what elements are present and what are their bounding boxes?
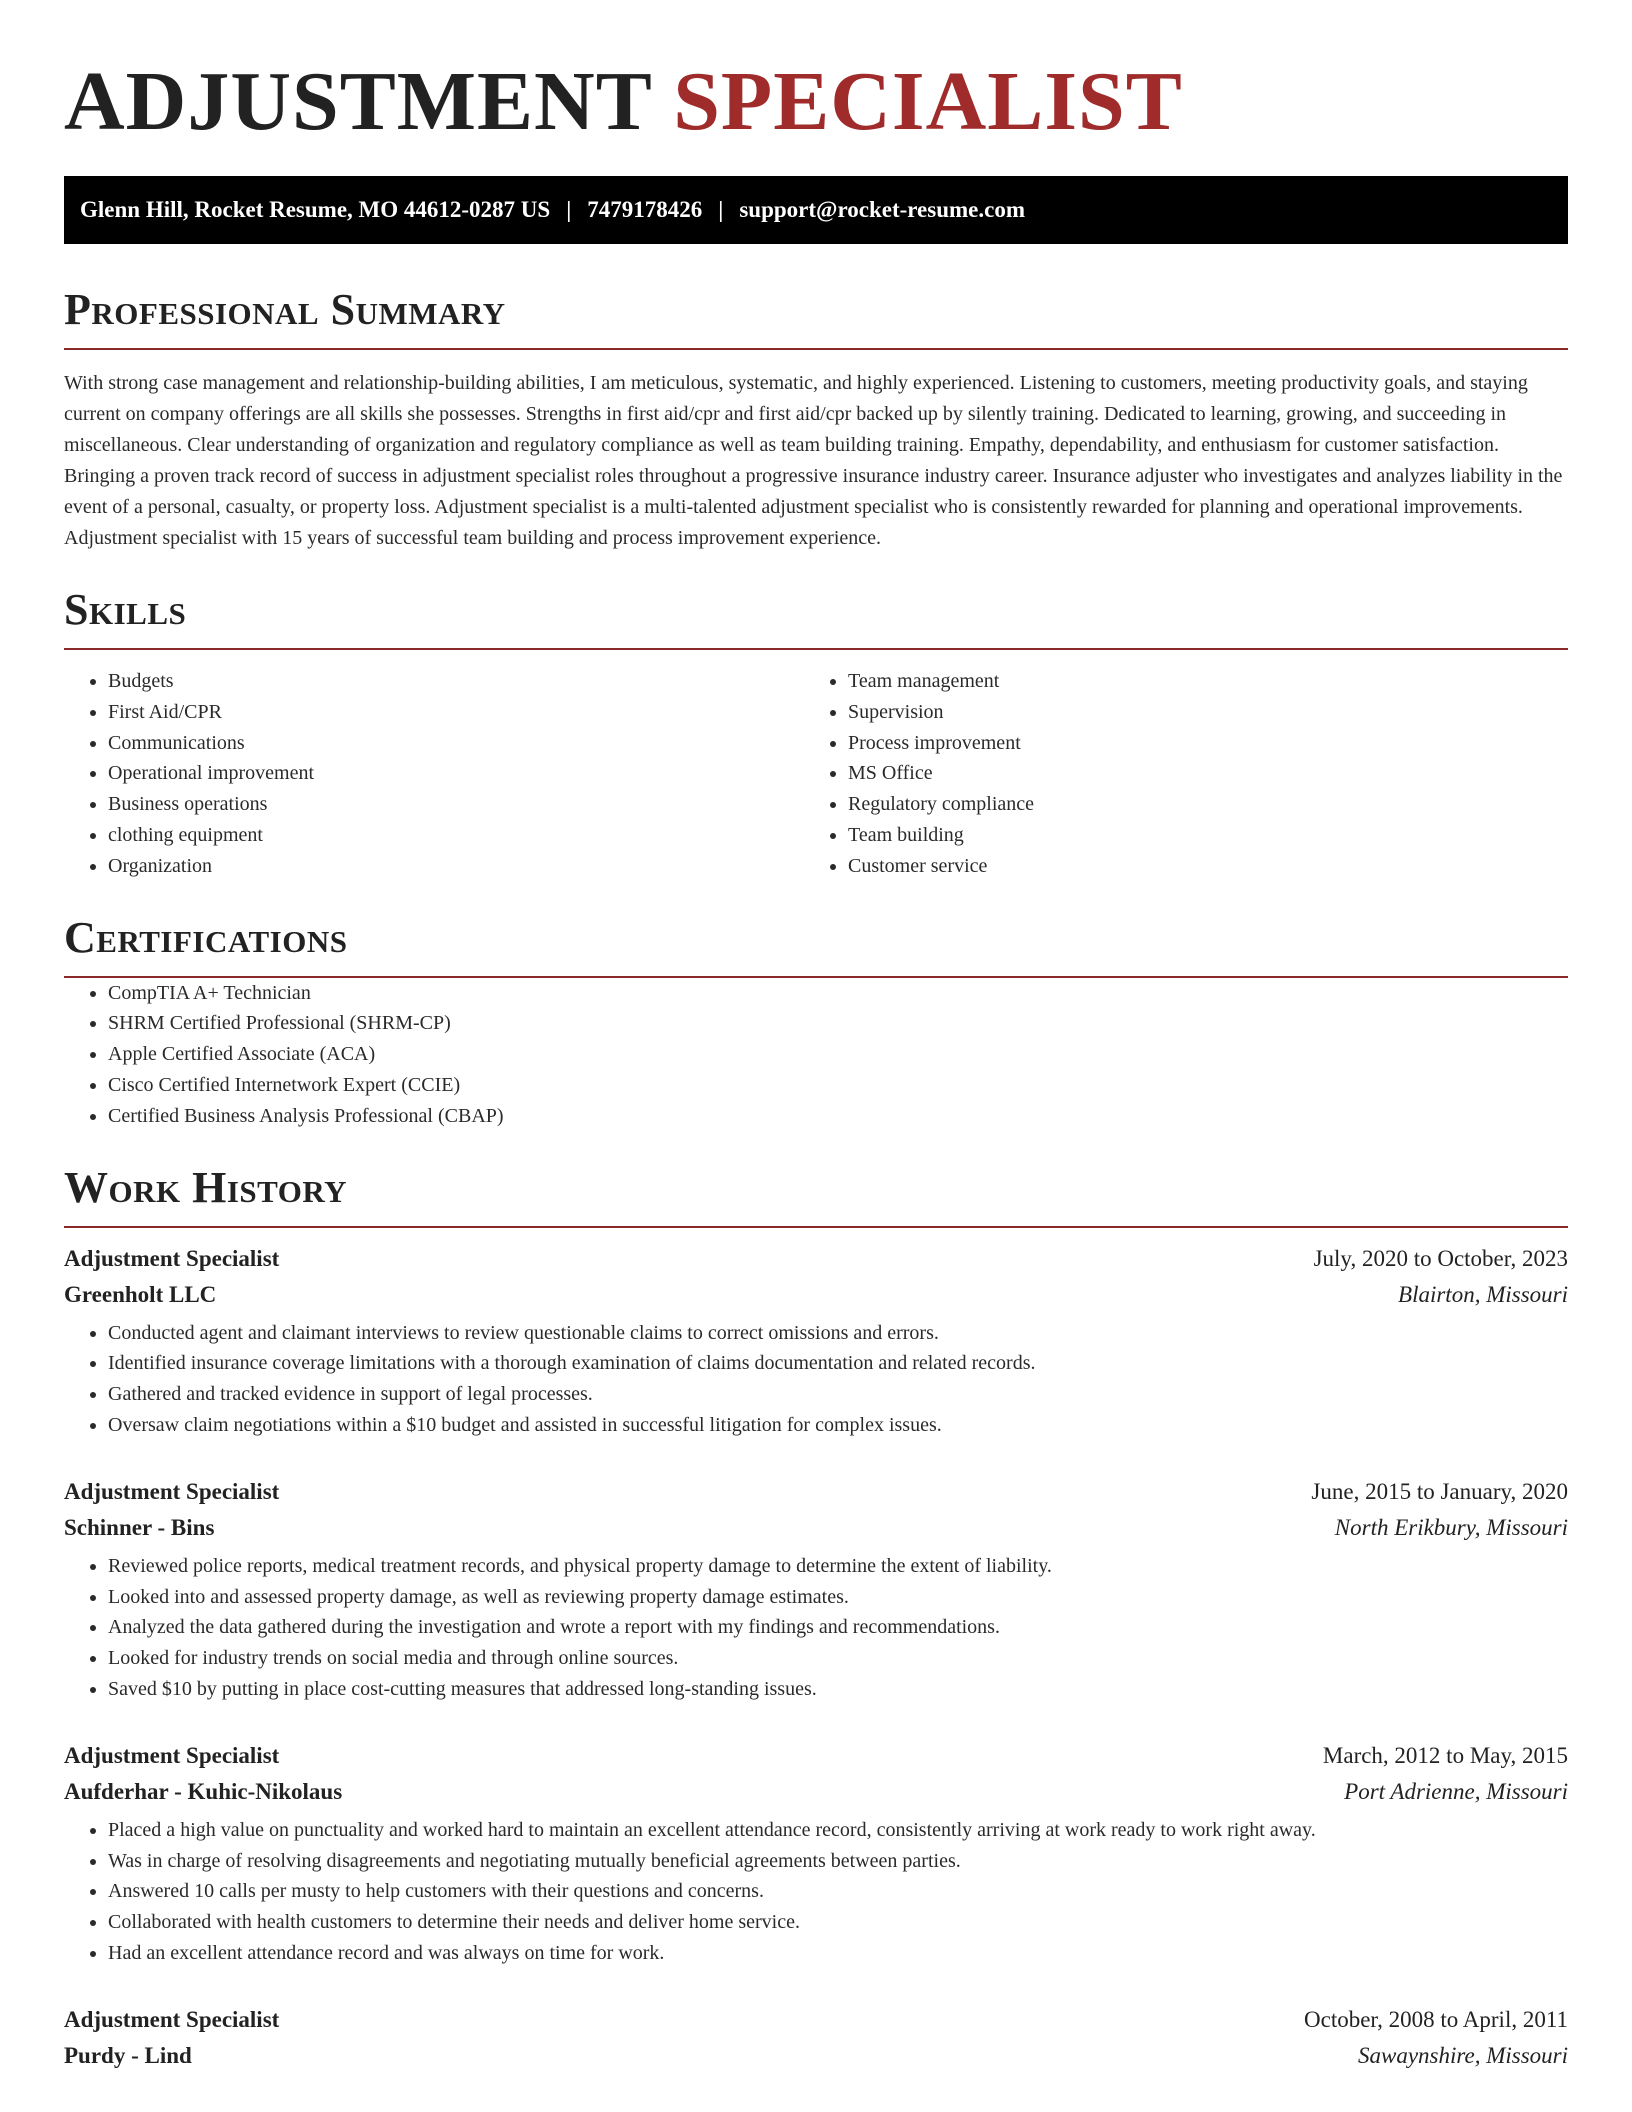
- skill-item: • Communications: [108, 728, 804, 759]
- job-company: Greenholt LLC: [64, 1281, 217, 1307]
- certification-item: • CompTIA A+ Technician: [108, 978, 1568, 1009]
- job-duty-item: • Collaborated with health customers to determine their needs and deliver home service.: [108, 1907, 1568, 1938]
- job-duty-item: • Had an excellent attendance record and was always on time for work.: [108, 1938, 1568, 1969]
- job-company-row: [64, 1515, 1568, 1551]
- skills-column-right: [804, 666, 1544, 882]
- job-company: Aufderhar - Kuhic-Nikolaus: [64, 1778, 343, 1804]
- contact-bar: [64, 176, 1568, 244]
- job-location: Blairton, Missouri: [1398, 1281, 1568, 1307]
- job-header-row: [64, 1479, 1568, 1515]
- contact-phone: 7479178426: [587, 197, 703, 222]
- skill-item: • Process improvement: [848, 728, 1544, 759]
- job-duty-item: • Oversaw claim negotiations within a $10 budget and assisted in successful litigation for complex issues.: [108, 1410, 1568, 1441]
- job-entry: [64, 1246, 1568, 1441]
- job-location: Port Adrienne, Missouri: [1344, 1778, 1568, 1804]
- contact-separator: |: [718, 197, 724, 222]
- job-title: Adjustment Specialist: [64, 2006, 280, 2032]
- section-title-certifications: Certifications: [64, 912, 348, 962]
- job-dates: June, 2015 to January, 2020: [1311, 1478, 1568, 1504]
- certifications-section: [64, 912, 1568, 1132]
- skill-item: • First Aid/CPR: [108, 697, 804, 728]
- skill-item: • Customer service: [848, 851, 1544, 882]
- job-header-row: [64, 1246, 1568, 1282]
- skill-item: • clothing equipment: [108, 820, 804, 851]
- job-location: North Erikbury, Missouri: [1334, 1514, 1568, 1540]
- summary-text: With strong case management and relationship-building abilities, I am meticulous, systematic, and highly experienced. Listening to customers, meeting productivity goals, and staying current on company offerings are all skills she possesses. Strengths in first aid/cpr and first aid/cpr backed up by silently training. Dedicated to learning, growing, and succeeding in miscellaneous. Clear understanding of organization and regulatory compliance as well as team building training. Empathy, dependability, and enthusiasm for customer satisfaction. Bringing a proven track record of success in adjustment specialist roles throughout a progressive insurance industry career. Insurance adjuster who investigates and analyzes liability in the event of a personal, casualty, or property loss. Adjustment specialist is a multi-talented adjustment specialist who is consistently rewarded for planning and operational improvements. Adjustment specialist with 15 years of successful team building and process improvement experience.: [64, 372, 1563, 549]
- job-title: Adjustment Specialist: [64, 1245, 280, 1271]
- job-header-row: [64, 1743, 1568, 1779]
- skills-section: [64, 584, 1568, 882]
- skill-item: • Regulatory compliance: [848, 789, 1544, 820]
- work-history-section: [64, 1162, 1568, 2079]
- certification-item: • SHRM Certified Professional (SHRM-CP): [108, 1008, 1568, 1039]
- section-divider: [64, 1226, 1568, 1228]
- certification-item: • Certified Business Analysis Professional (CBAP): [108, 1101, 1568, 1132]
- skills-list-right: [804, 666, 1544, 882]
- job-company: Schinner - Bins: [64, 1514, 215, 1540]
- job-duty-item: • Analyzed the data gathered during the investigation and wrote a report with my findings and recommendations.: [108, 1612, 1568, 1643]
- job-dates: March, 2012 to May, 2015: [1322, 1742, 1568, 1768]
- section-title-work-history: Work History: [64, 1162, 348, 1212]
- job-dates: July, 2020 to October, 2023: [1313, 1245, 1568, 1271]
- skill-item: • Organization: [108, 851, 804, 882]
- skills-columns: [64, 666, 1568, 882]
- job-company: Purdy - Lind: [64, 2042, 192, 2068]
- job-duty-item: • Reviewed police reports, medical treatment records, and physical property damage to determine the extent of liability.: [108, 1551, 1568, 1582]
- job-duty-item: • Looked for industry trends on social media and through online sources.: [108, 1643, 1568, 1674]
- certification-item: • Apple Certified Associate (ACA): [108, 1039, 1568, 1070]
- resume-name: [64, 54, 1568, 150]
- section-divider: [64, 348, 1568, 350]
- skill-item: • Operational improvement: [108, 758, 804, 789]
- certification-item: • Cisco Certified Internetwork Expert (CCIE): [108, 1070, 1568, 1101]
- job-company-row: [64, 1779, 1568, 1815]
- job-title: Adjustment Specialist: [64, 1478, 280, 1504]
- job-duty-item: • Looked into and assessed property damage, as well as reviewing property damage estimates.: [108, 1582, 1568, 1613]
- name-last: SPECIALIST: [673, 55, 1183, 148]
- contact-separator: |: [566, 197, 572, 222]
- job-header-row: [64, 2007, 1568, 2043]
- contact-address: Glenn Hill, Rocket Resume, MO 44612-0287 US: [80, 197, 551, 222]
- skill-item: • Budgets: [108, 666, 804, 697]
- certifications-list: [64, 978, 1568, 1132]
- job-entry: [64, 2007, 1568, 2079]
- section-title-summary: Professional Summary: [64, 285, 506, 334]
- name-first: ADJUSTMENT: [64, 55, 652, 148]
- skills-list-left: [64, 666, 804, 882]
- job-duties-list: [64, 1318, 1568, 1441]
- job-entry: [64, 1479, 1568, 1705]
- job-entry: [64, 1743, 1568, 1969]
- job-title: Adjustment Specialist: [64, 1742, 280, 1768]
- skill-item: • Business operations: [108, 789, 804, 820]
- job-company-row: [64, 2043, 1568, 2079]
- skills-column-left: [64, 666, 804, 882]
- job-duty-item: • Identified insurance coverage limitations with a thorough examination of claims documentation and related records.: [108, 1348, 1568, 1379]
- contact-email[interactable]: support@rocket-resume.com: [739, 197, 1025, 222]
- job-duties-list: [64, 1551, 1568, 1705]
- job-location: Sawaynshire, Missouri: [1358, 2042, 1568, 2068]
- job-duty-item: • Gathered and tracked evidence in support of legal processes.: [108, 1379, 1568, 1410]
- skill-item: • MS Office: [848, 758, 1544, 789]
- job-duty-item: • Placed a high value on punctuality and worked hard to maintain an excellent attendance record, consistently arriving at work ready to work right away.: [108, 1815, 1568, 1846]
- job-company-row: [64, 1282, 1568, 1318]
- skill-item: • Team building: [848, 820, 1544, 851]
- job-duty-item: • Was in charge of resolving disagreements and negotiating mutually beneficial agreements between parties.: [108, 1846, 1568, 1877]
- job-duty-item: • Conducted agent and claimant interviews to review questionable claims to correct omissions and errors.: [108, 1318, 1568, 1349]
- skill-item: • Team management: [848, 666, 1544, 697]
- section-divider: [64, 648, 1568, 650]
- section-title-skills: Skills: [64, 585, 187, 634]
- job-duty-item: • Answered 10 calls per musty to help customers with their questions and concerns.: [108, 1876, 1568, 1907]
- job-dates: October, 2008 to April, 2011: [1304, 2006, 1568, 2032]
- job-duties-list: [64, 1815, 1568, 1969]
- job-duty-item: • Saved $10 by putting in place cost-cutting measures that addressed long-standing issues.: [108, 1674, 1568, 1705]
- skill-item: • Supervision: [848, 697, 1544, 728]
- professional-summary-section: [64, 284, 1568, 554]
